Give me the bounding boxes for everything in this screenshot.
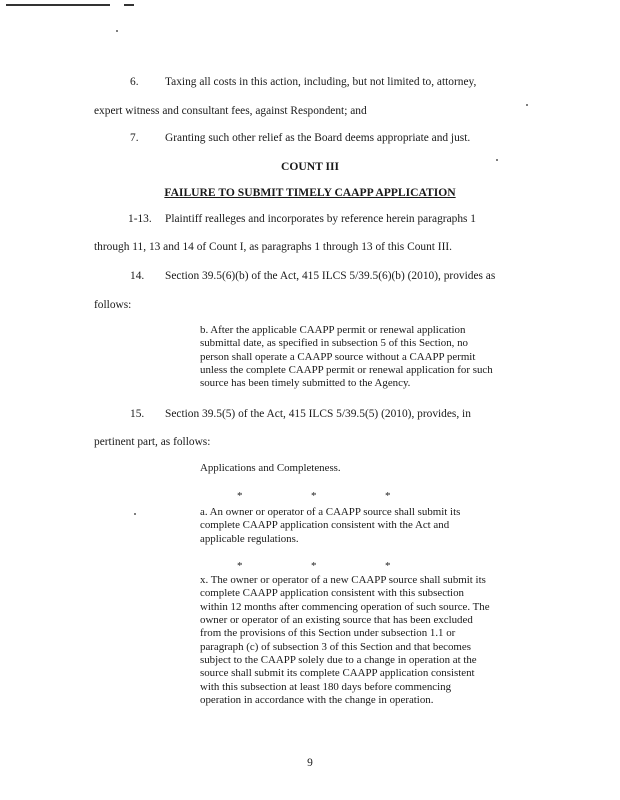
scan-speck bbox=[526, 104, 528, 106]
star: * bbox=[385, 490, 391, 502]
quote-line: paragraph (c) of subsection 3 of this Section and that becomes bbox=[200, 641, 471, 653]
quote-line: source shall submit its complete CAAPP application consistent bbox=[200, 667, 475, 679]
quote-line: source has been timely submitted to the Agency. bbox=[200, 377, 411, 389]
count-title-text: FAILURE TO SUBMIT TIMELY CAAPP APPLICATION bbox=[164, 186, 456, 199]
quote-line: submittal date, as specified in subsection 5 of this Section, no bbox=[200, 337, 468, 349]
paragraph-number: 15. bbox=[130, 408, 145, 420]
item-text-line: expert witness and consultant fees, against Respondent; and bbox=[94, 105, 367, 117]
quote-line: person shall operate a CAAPP source without a CAAPP permit bbox=[200, 351, 476, 363]
quote-line: subject to the CAAPP solely due to a change in operation at the bbox=[200, 654, 477, 666]
star: * bbox=[311, 490, 317, 502]
quote-line: operation in accordance with the change in operation. bbox=[200, 694, 434, 706]
scan-edge-mark bbox=[6, 4, 134, 8]
item-text-line: Granting such other relief as the Board deems appropriate and just. bbox=[165, 132, 471, 144]
quote-heading: Applications and Completeness. bbox=[200, 462, 341, 474]
quote-line: b. After the applicable CAAPP permit or renewal application bbox=[200, 324, 466, 336]
paragraph-number: 1-13. bbox=[128, 213, 152, 225]
paragraph-text-line: follows: bbox=[94, 299, 132, 311]
item-text-line: Taxing all costs in this action, including, but not limited to, attorney, bbox=[165, 76, 477, 88]
quote-line: with this subsection at least 180 days before commencing bbox=[200, 681, 452, 693]
quote-line: unless the complete CAAPP permit or renewal application for such bbox=[200, 364, 493, 376]
ellipsis-stars bbox=[0, 560, 620, 572]
quote-line: complete CAAPP application consistent with the Act and bbox=[200, 519, 450, 531]
paragraph-text-line: Plaintiff realleges and incorporates by reference herein paragraphs 1 bbox=[165, 213, 476, 225]
star: * bbox=[237, 490, 243, 502]
quote-line: x. The owner or operator of a new CAAPP source shall submit its bbox=[200, 574, 486, 586]
item-number: 6. bbox=[130, 76, 139, 88]
scan-speck bbox=[134, 513, 136, 515]
star: * bbox=[385, 560, 391, 572]
count-title bbox=[0, 186, 620, 200]
quote-line: owner or operator of an existing source that has been excluded bbox=[200, 614, 473, 626]
paragraph-number: 14. bbox=[130, 270, 145, 282]
paragraph-text-line: pertinent part, as follows: bbox=[94, 436, 211, 448]
scan-edge-line bbox=[6, 4, 110, 6]
ellipsis-stars bbox=[0, 490, 620, 502]
page-number: 9 bbox=[307, 757, 313, 769]
star: * bbox=[311, 560, 317, 572]
quote-line: from the provisions of this Section under subsection 1.1 or bbox=[200, 627, 456, 639]
item-number: 7. bbox=[130, 132, 139, 144]
quote-line: complete CAAPP application consistent with this subsection bbox=[200, 587, 464, 599]
quote-line: a. An owner or operator of a CAAPP source shall submit its bbox=[200, 506, 461, 518]
scan-speck bbox=[116, 30, 118, 32]
quote-line: applicable regulations. bbox=[200, 533, 299, 545]
paragraph-text-line: Section 39.5(6)(b) of the Act, 415 ILCS 5/39.5(6)(b) (2010), provides as bbox=[165, 270, 496, 282]
paragraph-text-line: through 11, 13 and 14 of Count I, as paragraphs 1 through 13 of this Count III. bbox=[94, 241, 453, 253]
paragraph-text-line: Section 39.5(5) of the Act, 415 ILCS 5/39.5(5) (2010), provides, in bbox=[165, 408, 471, 420]
star: * bbox=[237, 560, 243, 572]
count-heading: COUNT III bbox=[280, 160, 340, 173]
scan-edge-line bbox=[124, 4, 134, 6]
quote-line: within 12 months after commencing operation of such source. The bbox=[200, 601, 490, 613]
